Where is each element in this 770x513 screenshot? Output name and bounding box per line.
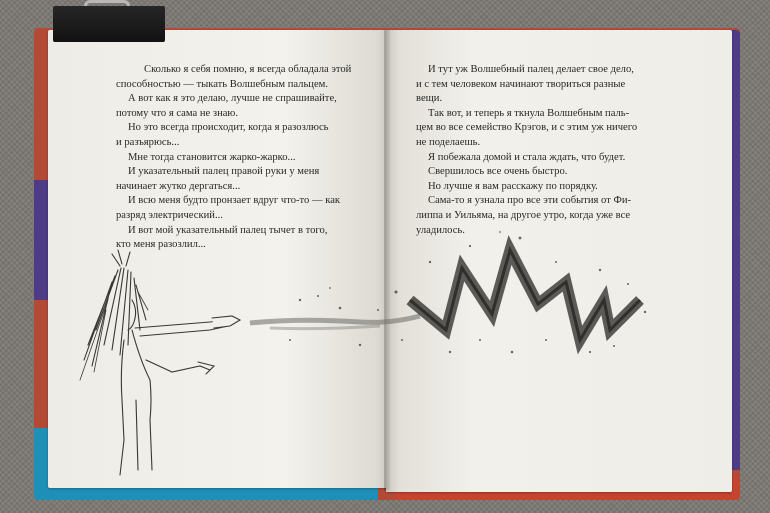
girl-sketch xyxy=(80,250,240,475)
paragraph: Но это всегда происходит, когда я разозлюсь и разъярюсь... xyxy=(116,122,329,148)
paragraph: Но лучше я вам расскажу по порядку. xyxy=(428,180,598,192)
charcoal-stroke xyxy=(250,316,420,329)
paragraph: И вот мой указательный палец тычет в того, кто меня разозлил... xyxy=(116,224,328,251)
paragraph: Сама-то я узнала про все эти события от Фи- липпа и Уильяма, на другое утро, когда уже все уладилось. xyxy=(416,195,632,236)
paragraph: Свершилось все очень быстро. xyxy=(428,166,568,178)
paragraph: И указательный палец правой руки у меня начинает жутко дергаться... xyxy=(116,166,320,192)
paragraph: А вот как я это делаю, лучше не спрашивайте, потому что я сама не знаю. xyxy=(116,93,337,119)
paragraph: Так вот, и теперь я ткнула Волшебным паль- цем во все семейство Крэгов, и с этим уж ничего не поделаешь. xyxy=(416,107,638,148)
binder-clip xyxy=(53,6,165,42)
paragraph: Мне тогда становится жарко-жарко... xyxy=(128,151,296,163)
paragraph: Я побежала домой и стала ждать, что будет. xyxy=(428,151,626,163)
paragraph: Сколько я себя помню, я всегда обладала этой способностью — тыкать Волшебным пальцем. xyxy=(116,64,352,90)
lightning-bolt-icon xyxy=(410,250,640,340)
paragraph: И всю меня будто пронзает вдруг что-то — как разряд электрический... xyxy=(116,195,341,221)
charcoal-speckles xyxy=(289,231,646,353)
paragraph: И тут уж Волшебный палец делает свое дело, и с тем человеком начинают твориться разные вещи. xyxy=(416,64,634,105)
